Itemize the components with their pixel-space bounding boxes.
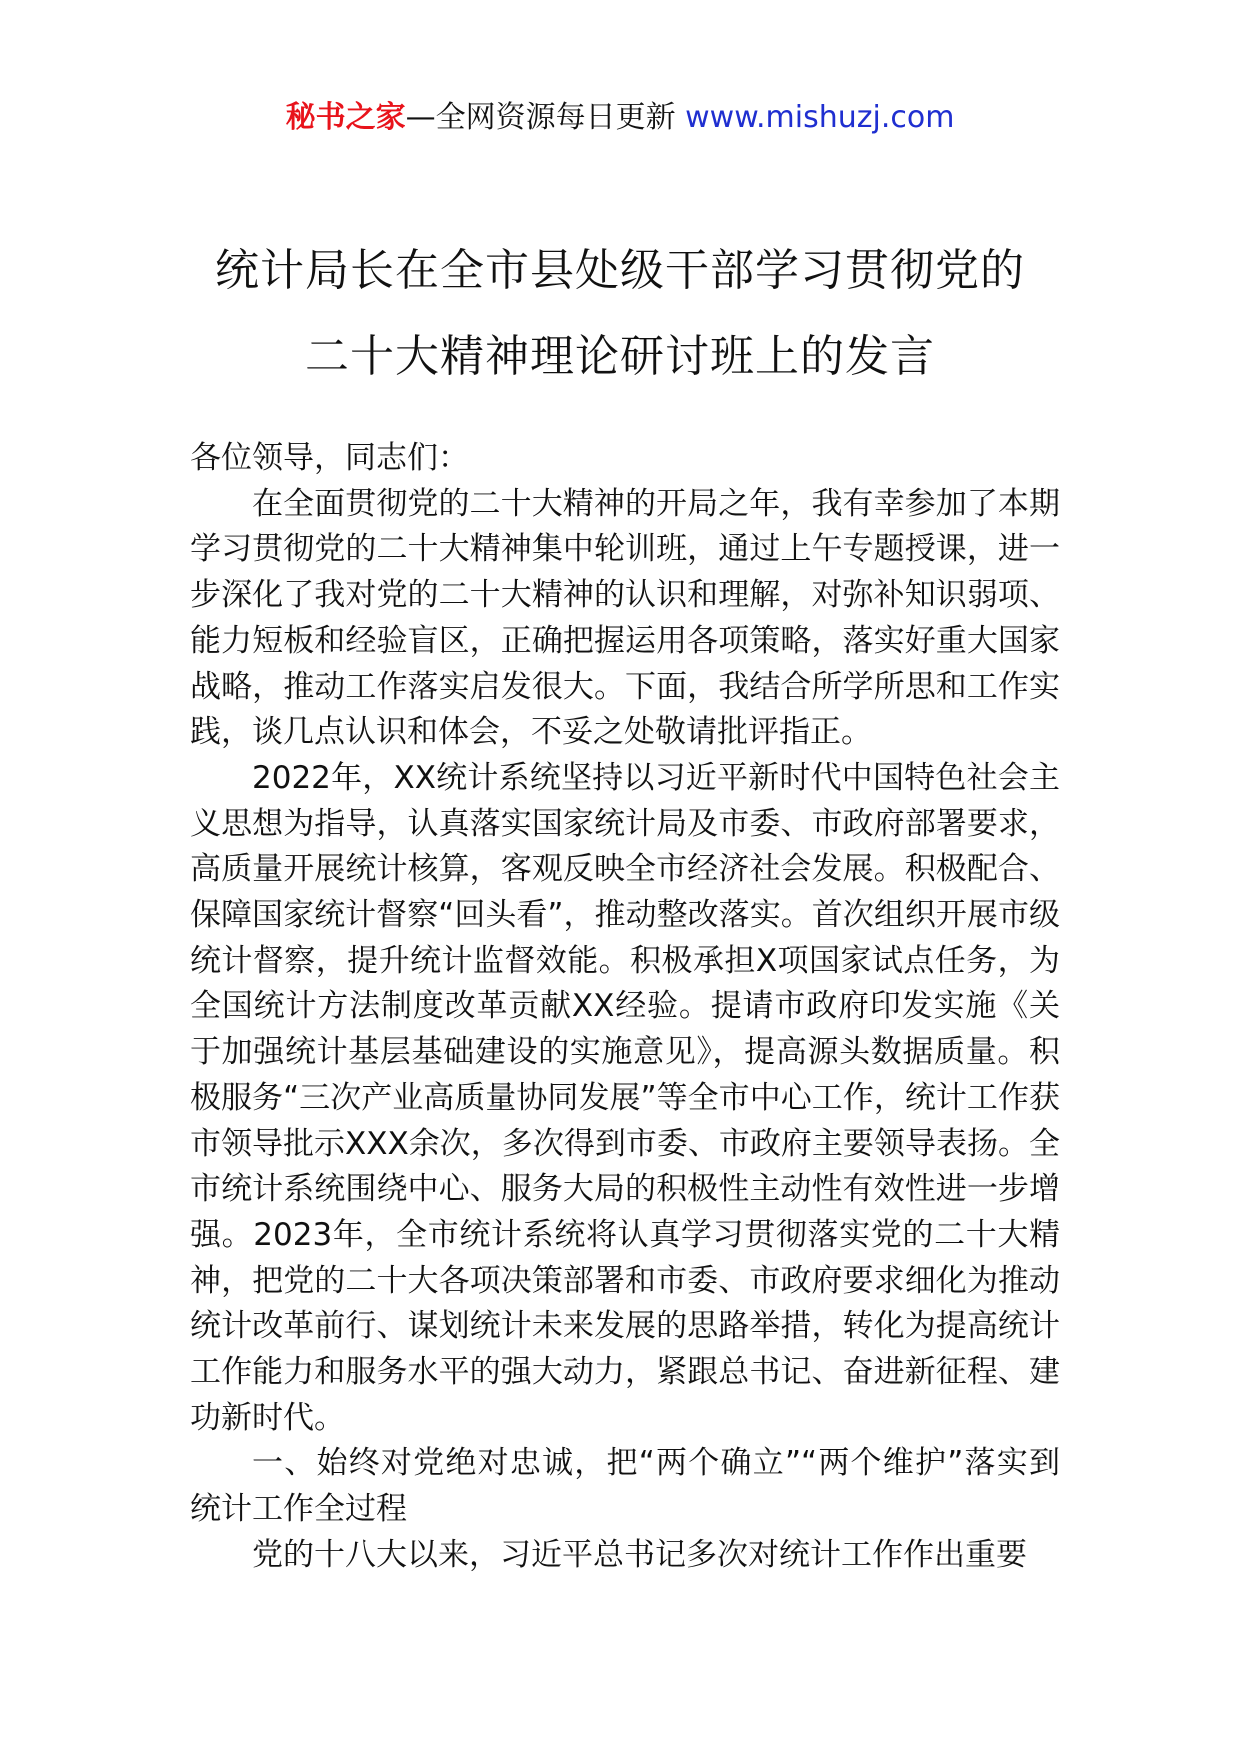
site-header bbox=[0, 98, 1240, 138]
paragraph-review: 2022年，XX统计系统坚持以习近平新时代中国特色社会主义思想为指导，认真落实国家统计局及市委、市政府部署要求，高质量开展统计核算，客观反映全市经济社会发展。积极配合、保障国家统计督察“回头看”，推动整改落实。首次组织开展市级统计督察，提升统计监督效能。积极承担X项国家试点任务，为全国统计方法制度改革贡献XX经验。提请市政府印发实施《关于加强统计基层基础建设的实施意见》，提高源头数据质量。积极服务“三次产业高质量协同发展”等全市中心工作，统计工作获市领导批示XXX余次，多次得到市委、市政府主要领导表扬。全市统计系统围绕中心、服务大局的积极性主动性有效性进一步增强。2023年，全市统计系统将认真学习贯彻落实党的二十大精神，把党的二十大各项决策部署和市委、市政府要求细化为推动统计改革前行、谋划统计未来发展的思路举措，转化为提高统计工作能力和服务水平的强大动力，紧跟总书记、奋进新征程、建功新时代。 bbox=[190, 759, 1060, 1436]
paragraph-section-1: 党的十八大以来，习近平总书记多次对统计工作作出重要 bbox=[252, 1536, 1027, 1573]
site-url-link[interactable]: www.mishuzj.com bbox=[685, 100, 955, 135]
document-title bbox=[150, 228, 1090, 400]
title-line-1: 统计局长在全市县处级干部学习贯彻党的 bbox=[215, 245, 1025, 296]
header-tagline: —全网资源每日更新 bbox=[405, 100, 686, 135]
section-heading-1: 一、始终对党绝对忠诚，把“两个确立”“两个维护”落实到统计工作全过程 bbox=[190, 1445, 1060, 1528]
paragraph-intro: 在全面贯彻党的二十大精神的开局之年，我有幸参加了本期学习贯彻党的二十大精神集中轮训班，通过上午专题授课，进一步深化了我对党的二十大精神的认识和理解，对弥补知识弱项、能力短板和经验盲区，正确把握运用各项策略，落实好重大国家战略，推动工作落实启发很大。下面，我结合所学所思和工作实践，谈几点认识和体会，不妥之处敬请批评指正。 bbox=[190, 485, 1060, 751]
brand-name: 秘书之家 bbox=[285, 100, 406, 135]
title-line-2: 二十大精神理论研讨班上的发言 bbox=[305, 331, 935, 382]
salutation: 各位领导，同志们： bbox=[190, 440, 469, 476]
document-body bbox=[190, 436, 1060, 1579]
